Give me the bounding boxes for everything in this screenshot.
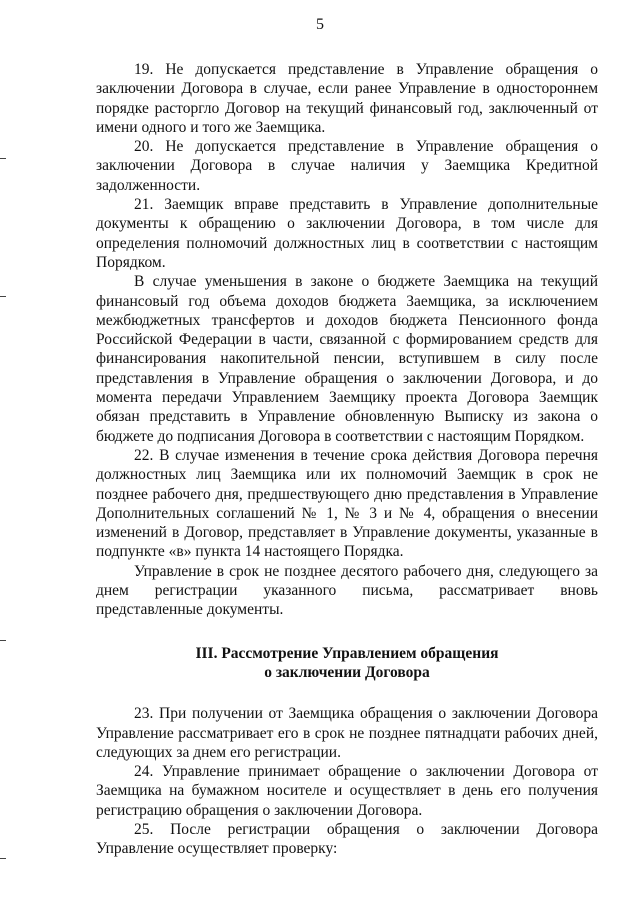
- scan-edge-mark: [0, 858, 6, 859]
- document-body: [96, 60, 598, 859]
- paragraph-25: 25. После регистрации обращения о заключении Договора Управление осуществляет проверку:: [96, 820, 598, 858]
- paragraph-21-budget-reduction: В случае уменьшения в законе о бюджете Заемщика на текущий финансовый год объема доходов бюджета Заемщика, за исключением межбюджетных трансфертов и доходов бюджета Пенсионного фонда Российской Федерации в части, связанной с формированием средств для финансирования накопительной пенсии, вступившем в силу после представления в Управление обращения о заключении Договора, и до момента передачи Управлением Заемщику проекта Договора Заемщик обязан представить в Управление обновленную Выписку из закона о бюджете до подписания Договора в соответствии с настоящим Порядком.: [96, 273, 598, 445]
- paragraph-22-review: Управление в срок не позднее десятого рабочего дня, следующего за днем регистрации указанного письма, рассматривает вновь представленные документы.: [96, 562, 598, 619]
- scan-edge-mark: [0, 296, 6, 297]
- paragraph-22: 22. В случае изменения в течение срока действия Договора перечня должностных лиц Заемщика или их полномочий Заемщик в срок не позднее рабочего дня, предшествующего дню представления в Управление Дополнительных соглашений № 1, № 3 и № 4, обращения о внесении изменений в Договор, представляет в Управление документы, указанные в подпункте «в» пункта 14 настоящего Порядка.: [96, 446, 598, 561]
- section-heading-line-2: о заключении Договора: [264, 663, 430, 681]
- scan-edge-mark: [0, 640, 6, 641]
- section-heading-line-1: III. Рассмотрение Управлением обращения: [195, 644, 499, 662]
- paragraph-24: 24. Управление принимает обращение о заключении Договора от Заемщика на бумажном носителе и осуществляет в день его получения регистрацию обращения о заключении Договора.: [96, 763, 598, 819]
- paragraph-20: 20. Не допускается представление в Управление обращения о заключении Договора в случае наличия у Заемщика Кредитной задолженности.: [96, 138, 598, 194]
- paragraph-23: 23. При получении от Заемщика обращения о заключении Договора Управление рассматривает его в срок не позднее пятнадцати рабочих дней, следующих за днем его регистрации.: [96, 705, 598, 761]
- paragraph-21: 21. Заемщик вправе представить в Управление дополнительные документы к обращению о заключении Договора, в том числе для определения полномочий должностных лиц в соответствии с настоящим Порядком.: [96, 196, 598, 271]
- scan-edge-mark: [0, 158, 6, 159]
- paragraph-19: 19. Не допускается представление в Управление обращения о заключении Договора в случае, если ранее Управление в одностороннем порядке расторгло Договор на текущий финансовый год, заключенный от имени одного и того же Заемщика.: [96, 61, 598, 136]
- page-number: 5: [316, 16, 324, 33]
- section-heading: [96, 644, 598, 683]
